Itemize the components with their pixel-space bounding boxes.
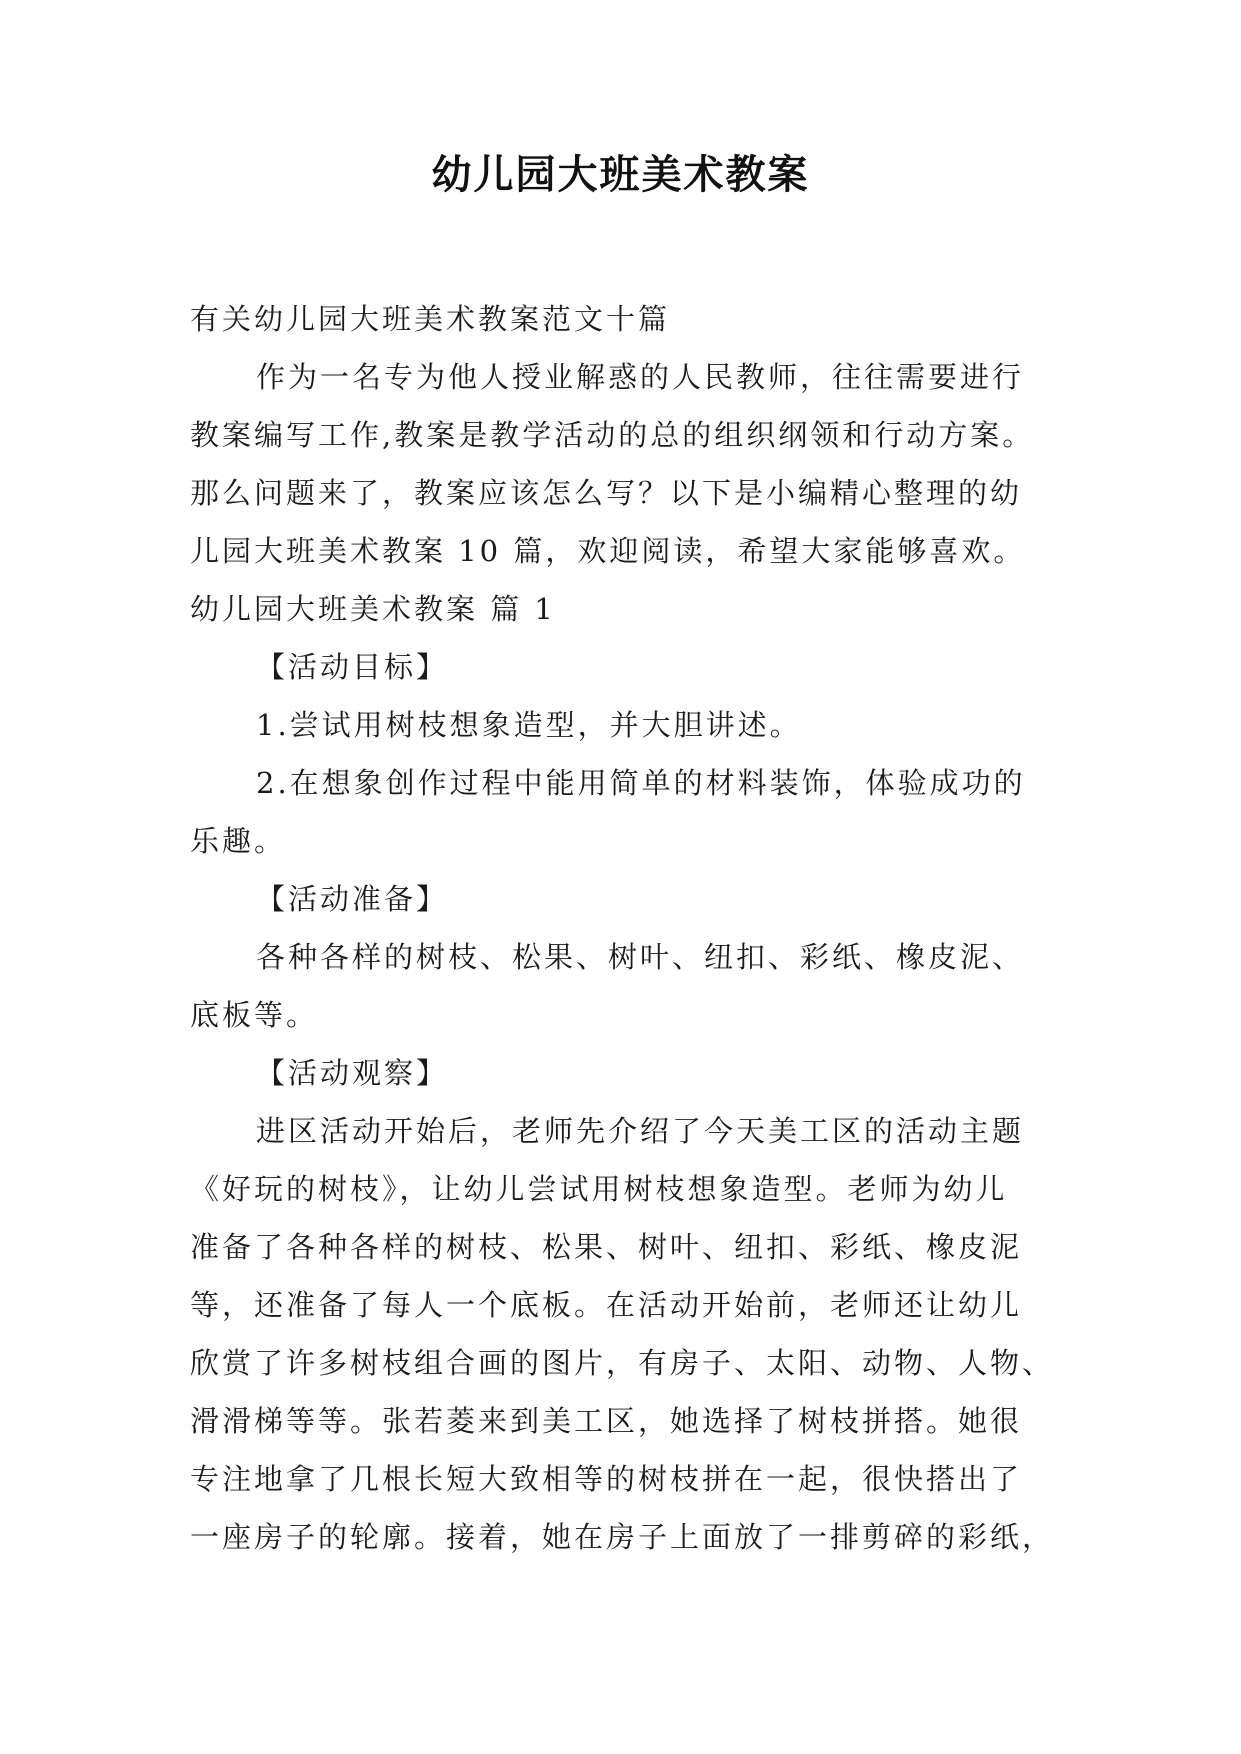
text-line: 那么问题来了，教案应该怎么写？以下是小编精心整理的幼 (190, 476, 1023, 510)
text-line: 1.尝试用树枝想象造型，并大胆讲述。 (256, 708, 802, 742)
text-line: 作为一名专为他人授业解惑的人民教师，往往需要进行 (256, 360, 1025, 394)
text-line: 《好玩的树枝》，让幼儿尝试用树枝想象造型。老师为幼儿 (190, 1172, 1008, 1206)
section-heading: 幼儿园大班美术教案 篇 1 (190, 592, 556, 626)
text-line: 教案编写工作,教案是教学活动的总的组织纲领和行动方案。 (190, 418, 1035, 452)
text-line: 各种各样的树枝、松果、树叶、纽扣、彩纸、橡皮泥、 (256, 940, 1025, 974)
text-line: 2.在想象创作过程中能用简单的材料装饰，体验成功的 (256, 766, 1026, 800)
text-line: 等，还准备了每人一个底板。在活动开始前，老师还让幼儿 (190, 1288, 1023, 1322)
document-body (190, 290, 1060, 1566)
subsection-heading: 【活动观察】 (256, 1056, 449, 1090)
text-line: 儿园大班美术教案 10 篇，欢迎阅读，希望大家能够喜欢。 (190, 534, 1026, 568)
text-line: 滑滑梯等等。张若菱来到美工区，她选择了树枝拼搭。她很 (190, 1404, 1023, 1438)
text-line: 一座房子的轮廓。接着，她在房子上面放了一排剪碎的彩纸， (190, 1520, 1055, 1554)
text-line: 专注地拿了几根长短大致相等的树枝拼在一起，很快搭出了 (190, 1462, 1023, 1496)
subsection-heading: 【活动目标】 (256, 650, 449, 684)
text-line: 有关幼儿园大班美术教案范文十篇 (190, 302, 671, 336)
text-line: 准备了各种各样的树枝、松果、树叶、纽扣、彩纸、橡皮泥 (190, 1230, 1023, 1264)
text-line: 进区活动开始后，老师先介绍了今天美工区的活动主题 (256, 1114, 1025, 1148)
document-title: 幼儿园大班美术教案 (431, 152, 810, 198)
text-line: 乐趣。 (190, 824, 287, 858)
text-line: 欣赏了许多树枝组合画的图片，有房子、太阳、动物、人物、 (190, 1346, 1055, 1380)
text-line: 底板等。 (190, 998, 319, 1032)
subsection-heading: 【活动准备】 (256, 882, 449, 916)
